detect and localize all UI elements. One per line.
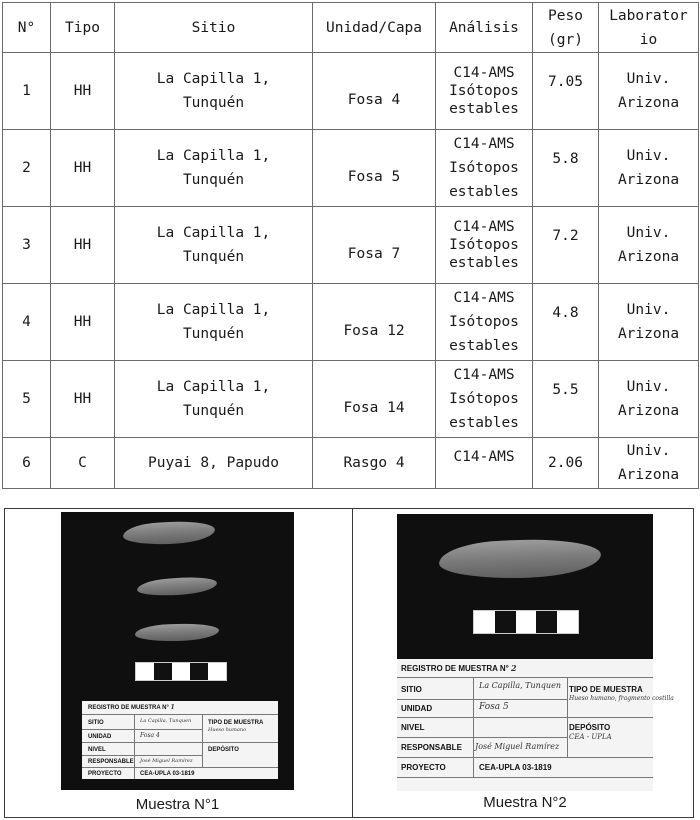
photos-panel	[4, 508, 694, 818]
card-tipo-label: TIPO DE MUESTRA	[569, 685, 643, 694]
cell-sitio-line2: Tunquén	[182, 95, 245, 111]
table-row	[3, 53, 699, 130]
card-nivel-label: NIVEL	[401, 723, 425, 732]
card-responsable-label: RESPONSABLE	[401, 743, 462, 752]
cell-laboratorio	[599, 438, 699, 489]
header-peso	[533, 3, 599, 53]
table-row	[3, 438, 699, 489]
header-peso-line2: (gr)	[548, 31, 583, 48]
cell-lab-line2: Arizona	[617, 326, 680, 342]
sample-2-photo	[397, 514, 674, 791]
cell-sitio-line2: Tunquén	[182, 326, 245, 342]
header-laboratorio	[599, 3, 699, 53]
card-deposito-value: CEA - UPLA	[569, 733, 612, 741]
cell-sitio-line2: Tunquén	[182, 403, 245, 419]
bone-fragment	[122, 520, 215, 547]
header-sitio: Sitio	[115, 3, 313, 53]
cell-laboratorio	[599, 130, 699, 207]
cell-num: 6	[3, 438, 51, 489]
cell-num: 3	[3, 207, 51, 284]
cell-analisis-line1: C14-AMS	[453, 136, 515, 152]
cell-lab-line1: Univ.	[626, 302, 671, 318]
cell-analisis-line1: C14-AMS	[453, 367, 515, 383]
cell-analisis-line3: estables	[449, 338, 519, 354]
cell-peso: 5.5	[533, 361, 599, 438]
table-row	[3, 284, 699, 361]
header-peso-line1: Peso	[548, 7, 583, 24]
card-title: REGISTRO DE MUESTRA N° 2	[401, 663, 517, 673]
card-sitio-value: La Capilla, Tunquen	[140, 718, 192, 724]
cell-analisis-line1: C14-AMS	[453, 219, 515, 235]
cell-analisis-line2: Isótopos	[449, 237, 519, 253]
cell-tipo: HH	[51, 361, 115, 438]
card-proyecto-label: PROYECTO	[88, 771, 122, 777]
cell-analisis	[436, 284, 533, 361]
cell-tipo: HH	[51, 130, 115, 207]
cell-num: 4	[3, 284, 51, 361]
card-tipo-value: Hueso humano	[208, 727, 247, 733]
cell-lab-line2: Arizona	[617, 403, 680, 419]
cell-laboratorio	[599, 207, 699, 284]
cell-lab-line1: Univ.	[626, 379, 671, 395]
header-lab-line1: Laborator	[609, 7, 688, 24]
cell-analisis-line2: Isótopos	[449, 314, 519, 330]
card-title: REGISTRO DE MUESTRA N° 1	[88, 704, 175, 711]
card-unidad-label: UNIDAD	[401, 704, 433, 713]
cell-analisis-line1: C14-AMS	[453, 290, 515, 306]
cell-analisis	[436, 130, 533, 207]
table-row	[3, 361, 699, 438]
card-number: 1	[170, 704, 175, 711]
cell-analisis-line3: estables	[449, 415, 519, 431]
cell-analisis-line3: estables	[449, 255, 519, 271]
cell-unidad: Fosa 5	[313, 130, 436, 207]
sample-card	[397, 659, 674, 791]
cell-analisis-line1: C14-AMS	[453, 65, 515, 81]
card-proyecto-value: CEA-UPLA 03-1819	[479, 763, 552, 772]
cell-unidad: Fosa 14	[313, 361, 436, 438]
bone-fragment	[438, 537, 601, 581]
cell-tipo: HH	[51, 207, 115, 284]
cell-peso: 4.8	[533, 284, 599, 361]
card-unidad-value: Fosa 4	[140, 732, 160, 739]
cell-lab-line1: Univ.	[626, 225, 671, 241]
cell-unidad: Fosa 4	[313, 53, 436, 130]
card-responsable-value: José Miguel Ramírez	[140, 758, 193, 764]
cell-tipo: C	[51, 438, 115, 489]
cell-peso: 7.05	[533, 53, 599, 130]
card-nivel-label: NIVEL	[88, 747, 106, 753]
cell-laboratorio	[599, 284, 699, 361]
cell-laboratorio	[599, 53, 699, 130]
header-num: N°	[3, 3, 51, 53]
cell-lab-line2: Arizona	[617, 467, 680, 483]
sample-2-caption: Muestra N°2	[483, 794, 567, 811]
card-responsable-label: RESPONSABLE	[88, 759, 134, 765]
header-tipo: Tipo	[51, 3, 115, 53]
cell-lab-line2: Arizona	[617, 249, 680, 265]
cell-sitio-line1: La Capilla 1,	[156, 71, 271, 87]
cell-lab-line1: Univ.	[626, 443, 671, 459]
sample-1-photo	[61, 512, 294, 790]
cell-sitio	[115, 361, 313, 438]
card-sitio-label: SITIO	[401, 685, 422, 694]
cell-sitio: Puyai 8, Papudo	[115, 438, 313, 489]
card-proyecto-label: PROYECTO	[401, 763, 446, 772]
cell-lab-line2: Arizona	[617, 95, 680, 111]
cell-tipo: HH	[51, 284, 115, 361]
cell-lab-line1: Univ.	[626, 71, 671, 87]
header-lab-line2: io	[639, 31, 658, 48]
table-header-row	[3, 3, 699, 53]
cell-sitio-line2: Tunquén	[182, 172, 245, 188]
cell-peso: 2.06	[533, 438, 599, 489]
cell-unidad: Fosa 12	[313, 284, 436, 361]
card-deposito-label: DEPÓSITO	[569, 723, 611, 732]
table-row	[3, 130, 699, 207]
cell-sitio	[115, 284, 313, 361]
cell-sitio-line1: La Capilla 1,	[156, 148, 271, 164]
cell-analisis-line2: Isótopos	[449, 160, 519, 176]
cell-sitio-line2: Tunquén	[182, 249, 245, 265]
cell-unidad: Fosa 7	[313, 207, 436, 284]
cell-analisis-line2: Isótopos	[449, 391, 519, 407]
cell-unidad: Rasgo 4	[313, 438, 436, 489]
sample-1-caption: Muestra N°1	[135, 796, 220, 813]
samples-table	[2, 2, 699, 489]
cell-sitio	[115, 53, 313, 130]
bone-fragment	[135, 623, 220, 643]
bone-fragment	[137, 575, 218, 598]
cell-analisis	[436, 207, 533, 284]
cell-num: 2	[3, 130, 51, 207]
cell-sitio-line1: La Capilla 1,	[156, 302, 271, 318]
card-tipo-value: Hueso humano, fragmento costilla	[569, 695, 674, 702]
cell-sitio-line1: La Capilla 1,	[156, 225, 271, 241]
cell-sitio-line1: La Capilla 1,	[156, 379, 271, 395]
cell-lab-line1: Univ.	[626, 148, 671, 164]
cell-peso: 5.8	[533, 130, 599, 207]
header-analisis: Análisis	[436, 3, 533, 53]
header-unidad: Unidad/Capa	[313, 3, 436, 53]
card-sitio-value: La Capilla, Tunquen	[479, 681, 561, 690]
cell-analisis-line3: estables	[449, 101, 519, 117]
card-sitio-label: SITIO	[88, 720, 104, 726]
panel-divider	[352, 509, 353, 817]
card-responsable-value: José Miguel Ramírez	[475, 742, 560, 751]
card-proyecto-value: CEA-UPLA 03-1819	[140, 771, 195, 777]
cell-analisis: C14-AMS	[436, 438, 533, 489]
cell-sitio	[115, 207, 313, 284]
cell-lab-line2: Arizona	[617, 172, 680, 188]
cell-analisis	[436, 53, 533, 130]
cell-analisis-line3: estables	[449, 184, 519, 200]
card-tipo-label: TIPO DE MUESTRA	[208, 720, 264, 726]
cell-sitio	[115, 130, 313, 207]
cell-tipo: HH	[51, 53, 115, 130]
card-number: 2	[511, 663, 517, 673]
table-row	[3, 207, 699, 284]
cell-peso: 7.2	[533, 207, 599, 284]
cell-analisis	[436, 361, 533, 438]
cell-num: 5	[3, 361, 51, 438]
sample-card	[82, 701, 278, 779]
scale-bar	[473, 610, 579, 634]
cell-laboratorio	[599, 361, 699, 438]
card-deposito-label: DEPÓSITO	[208, 747, 239, 753]
cell-analisis-line2: Isótopos	[449, 83, 519, 99]
card-unidad-label: UNIDAD	[88, 734, 112, 740]
cell-num: 1	[3, 53, 51, 130]
card-unidad-value: Fosa 5	[479, 702, 509, 712]
scale-bar	[135, 662, 227, 681]
